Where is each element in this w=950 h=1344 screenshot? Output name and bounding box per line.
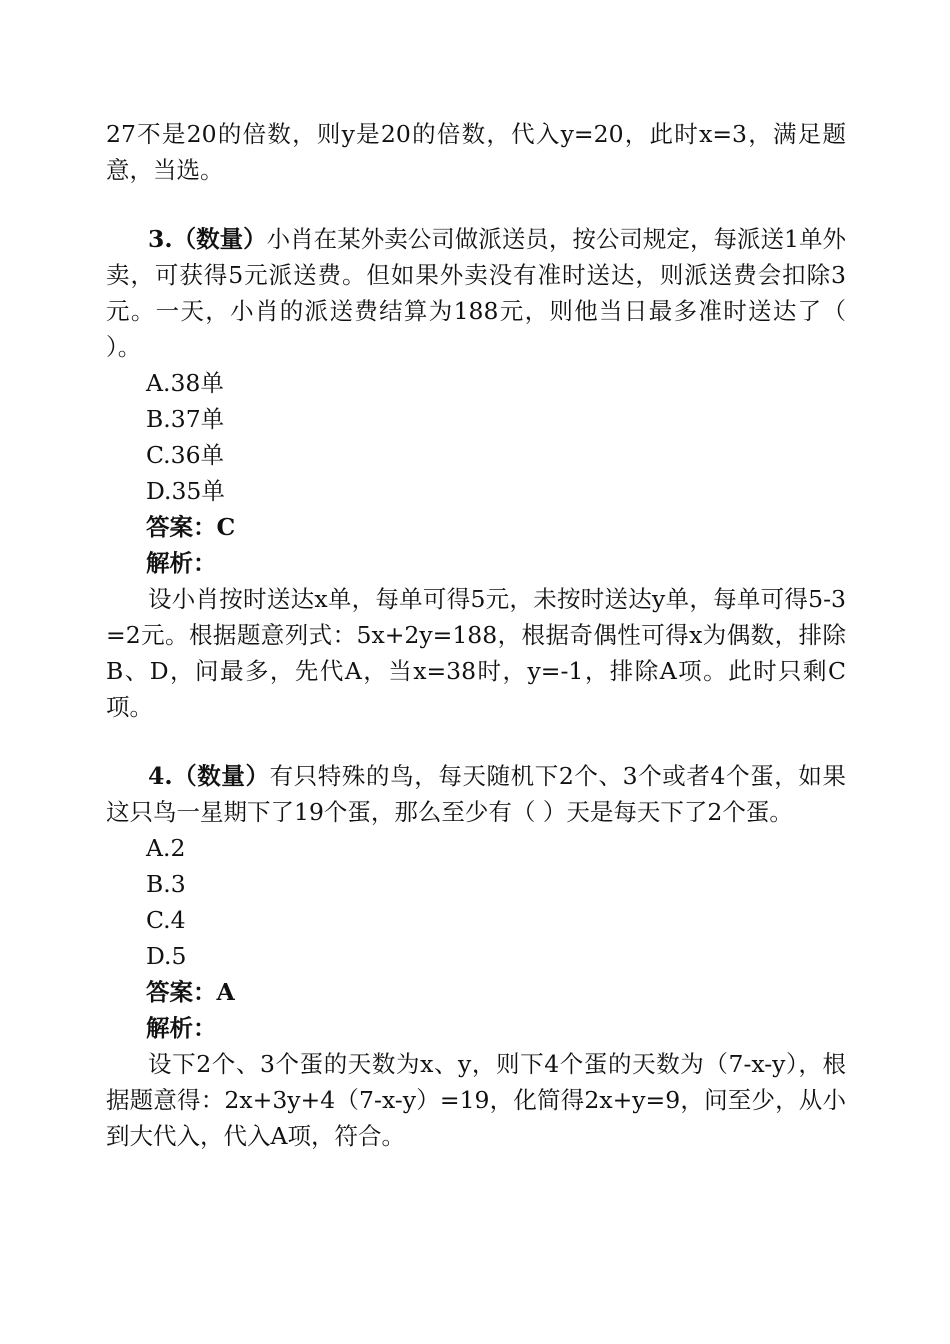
- document-page: [106, 116, 846, 1154]
- analysis-text: 设下2个、3个蛋的天数为x、y，则下4个蛋的天数为（7-x-y），根据题意得：2x+3y+4（7-x-y）=19，化简得2x+y=9，问至少，从小到大代入，代入A项，符合。: [106, 1050, 846, 1150]
- analysis-label: 解析：: [146, 549, 217, 577]
- answer-label: 答案：: [146, 513, 217, 541]
- question-number: 4.: [148, 762, 173, 790]
- option-c: C.36单: [146, 441, 225, 469]
- question-stem: [106, 758, 846, 830]
- question-tag: （数量）: [172, 225, 267, 253]
- answer-line: [106, 509, 846, 545]
- intro-paragraph: 27不是20的倍数，则y是20的倍数，代入y=20，此时x=3，满足题意，当选。: [106, 120, 846, 184]
- question-4: [106, 758, 846, 1154]
- analysis-label: 解析：: [146, 1014, 217, 1042]
- answer-label: 答案：: [146, 978, 217, 1006]
- question-tag: （数量）: [172, 762, 270, 790]
- option-c: C.4: [146, 906, 186, 934]
- option-b: B.3: [146, 870, 186, 898]
- answer-value: C: [216, 513, 236, 541]
- analysis-text: 设小肖按时送达x单，每单可得5元，未按时送达y单，每单可得5-3=2元。根据题意列式：5x+2y=188，根据奇偶性可得x为偶数，排除B、D，问最多，先代A，当x=38时，y=-1，排除A项。此时只剩C项。: [106, 585, 846, 721]
- option-d: D.35单: [146, 477, 225, 505]
- question-stem: [106, 221, 846, 365]
- option-a: A.38单: [146, 369, 224, 397]
- option-b: B.37单: [146, 405, 225, 433]
- question-3: [106, 221, 846, 725]
- question-text: 小肖在某外卖公司做派送员，按公司规定，每派送1单外卖，可获得5元派送费。但如果外卖没有准时送达，则派送费会扣除3元。一天，小肖的派送费结算为188元，则他当日最多准时送达了（ ）。: [106, 225, 847, 361]
- option-d: D.5: [146, 942, 187, 970]
- option-a: A.2: [146, 834, 186, 862]
- answer-value: A: [216, 978, 235, 1006]
- answer-line: [106, 974, 846, 1010]
- question-text: 有只特殊的鸟，每天随机下2个、3个或者4个蛋，如果这只鸟一星期下了19个蛋，那么至少有（ ）天是每天下了2个蛋。: [106, 762, 847, 826]
- question-number: 3.: [148, 225, 173, 253]
